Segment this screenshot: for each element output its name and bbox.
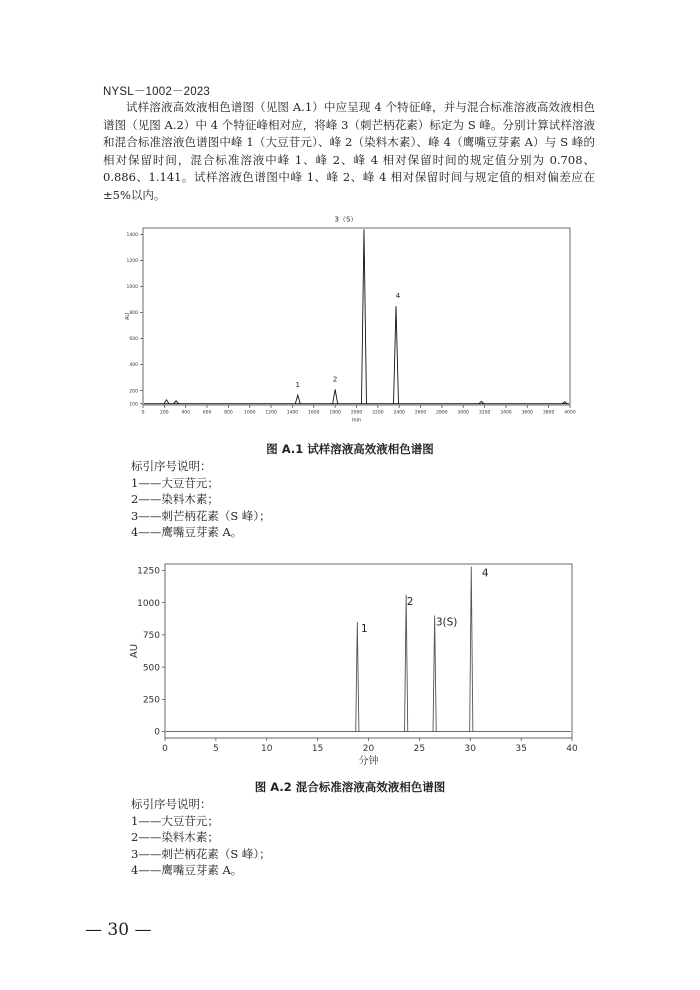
x-tick-label: 3600 (521, 410, 534, 416)
x-axis-label: min (351, 417, 362, 424)
x-tick-label: 1200 (265, 410, 277, 416)
legend-item: 2——染料木素； (131, 830, 219, 845)
chromatogram-peak (164, 400, 169, 404)
chromatogram-peak (433, 616, 436, 732)
x-axis-label: 分钟 (358, 756, 379, 767)
peak-label: 1 (295, 381, 301, 390)
standard-number: NYSL－1002－2023 (103, 86, 211, 98)
x-tick-label: 15 (311, 744, 324, 754)
legend-item: 4——鹰嘴豆芽素 A。 (131, 863, 243, 878)
x-tick-label: 2400 (393, 410, 405, 416)
x-tick-label: 800 (224, 410, 233, 416)
y-tick-label: 500 (142, 663, 160, 674)
x-tick-label: 5 (213, 744, 219, 754)
peak-label: 3（S） (334, 215, 358, 224)
y-tick-label: 1000 (137, 598, 160, 609)
x-tick-label: 3800 (542, 410, 555, 416)
paragraph-text: 试样溶液高效液相色谱图（见图 A.1）中应呈现 4 个特征峰，并与混合标准溶液高效液相色谱图（见图 A.2）中 4 个特征峰相对应，将峰 3（刺芒柄花素）标定为 S 峰。分别计算试样溶液和混合标准溶液色谱图中峰 1（大豆苷元）、峰 2（染料木素）、峰 4（鹰嘴豆芽素 A）与 S 峰的相对保留时间，混合标准溶液中峰 1、峰 2、峰 4 相对保留时间的规定值分别为 0.708、0.886、1.141。试样溶液色谱图中峰 1、峰 2、峰 4 相对保留时间与规定值的相对偏差应在±5%以内。 (103, 100, 595, 202)
page-number: — 30 — (85, 920, 152, 940)
x-tick-label: 1800 (329, 410, 341, 416)
plot-frame (143, 228, 570, 405)
chromatogram-peak (405, 595, 408, 732)
chromatogram-peak (295, 395, 300, 403)
legend-item: 1——大豆苷元； (131, 813, 219, 828)
x-tick-label: 600 (202, 410, 212, 416)
chromatogram-peak (393, 306, 398, 404)
y-axis-label: AU (125, 312, 131, 321)
peak-label: 2 (406, 595, 414, 608)
y-axis-label: AU (129, 643, 140, 659)
chromatogram-peak (470, 567, 473, 732)
figure1-legend (131, 458, 271, 541)
peak-label: 2 (332, 375, 338, 384)
x-tick-label: 2000 (350, 410, 363, 416)
legend-item: 3——刺芒柄花素（S 峰）； (131, 846, 271, 861)
chart-mixed-standard (125, 562, 595, 768)
y-tick-label: 1400 (126, 233, 138, 239)
y-tick-label: 600 (129, 337, 138, 343)
y-tick-label: 1250 (137, 566, 160, 577)
legend-item: 2——染料木素； (131, 492, 219, 507)
y-tick-label: 750 (142, 631, 160, 642)
chromatogram-peak (174, 401, 179, 404)
x-tick-label: 0 (162, 744, 168, 754)
y-tick-label: 400 (129, 363, 138, 369)
y-tick-label: 100 (129, 402, 138, 408)
y-tick-label: 800 (129, 311, 138, 317)
x-tick-label: 3200 (478, 410, 491, 416)
y-tick-label: 0 (154, 727, 160, 738)
body-paragraph (103, 99, 595, 205)
x-tick-label: 30 (464, 744, 476, 754)
x-tick-label: 40 (566, 744, 578, 754)
x-tick-label: 1000 (244, 410, 256, 416)
x-tick-label: 3000 (457, 410, 469, 416)
y-tick-label: 250 (142, 695, 160, 706)
y-tick-label: 200 (129, 389, 138, 395)
x-tick-label: 2200 (372, 410, 384, 416)
x-tick-label: 1400 (286, 410, 299, 416)
figure1-caption: 图 A.1 试样溶液高效液相色谱图 (266, 442, 434, 456)
peak-label: 1 (360, 623, 368, 635)
chromatogram-peak (361, 229, 366, 403)
peak-label: 4 (395, 292, 401, 301)
figure2-caption: 图 A.2 混合标准溶液高效液相色谱图 (254, 780, 446, 794)
x-tick-label: 400 (181, 410, 190, 416)
legend-item: 3——刺芒柄花素（S 峰）； (131, 508, 271, 523)
legend-title: 标引序号说明： (131, 797, 212, 811)
plot-frame (165, 564, 572, 738)
y-tick-label: 1200 (126, 259, 138, 265)
x-tick-label: 10 (261, 744, 273, 754)
peak-label: 3(S) (435, 616, 458, 629)
x-tick-label: 25 (413, 744, 426, 754)
x-tick-label: 35 (515, 744, 527, 754)
x-tick-label: 2600 (414, 410, 427, 416)
x-tick-label: 20 (362, 744, 375, 754)
legend-title: 标引序号说明： (131, 459, 212, 473)
chart-sample-solution (115, 215, 576, 424)
x-tick-label: 200 (160, 410, 169, 416)
figure2-legend (131, 796, 271, 879)
x-tick-label: 3400 (500, 410, 512, 416)
x-tick-label: 2800 (436, 410, 448, 416)
x-tick-label: 4000 (564, 410, 576, 416)
legend-item: 4——鹰嘴豆芽素 A。 (131, 525, 243, 540)
chromatogram-peak (333, 389, 338, 403)
x-tick-label: 0 (141, 410, 145, 416)
peak-label: 4 (481, 567, 489, 580)
x-tick-label: 1600 (308, 410, 320, 416)
legend-item: 1——大豆苷元； (131, 475, 219, 490)
chromatogram-peak (356, 622, 359, 732)
y-tick-label: 1000 (126, 285, 138, 291)
